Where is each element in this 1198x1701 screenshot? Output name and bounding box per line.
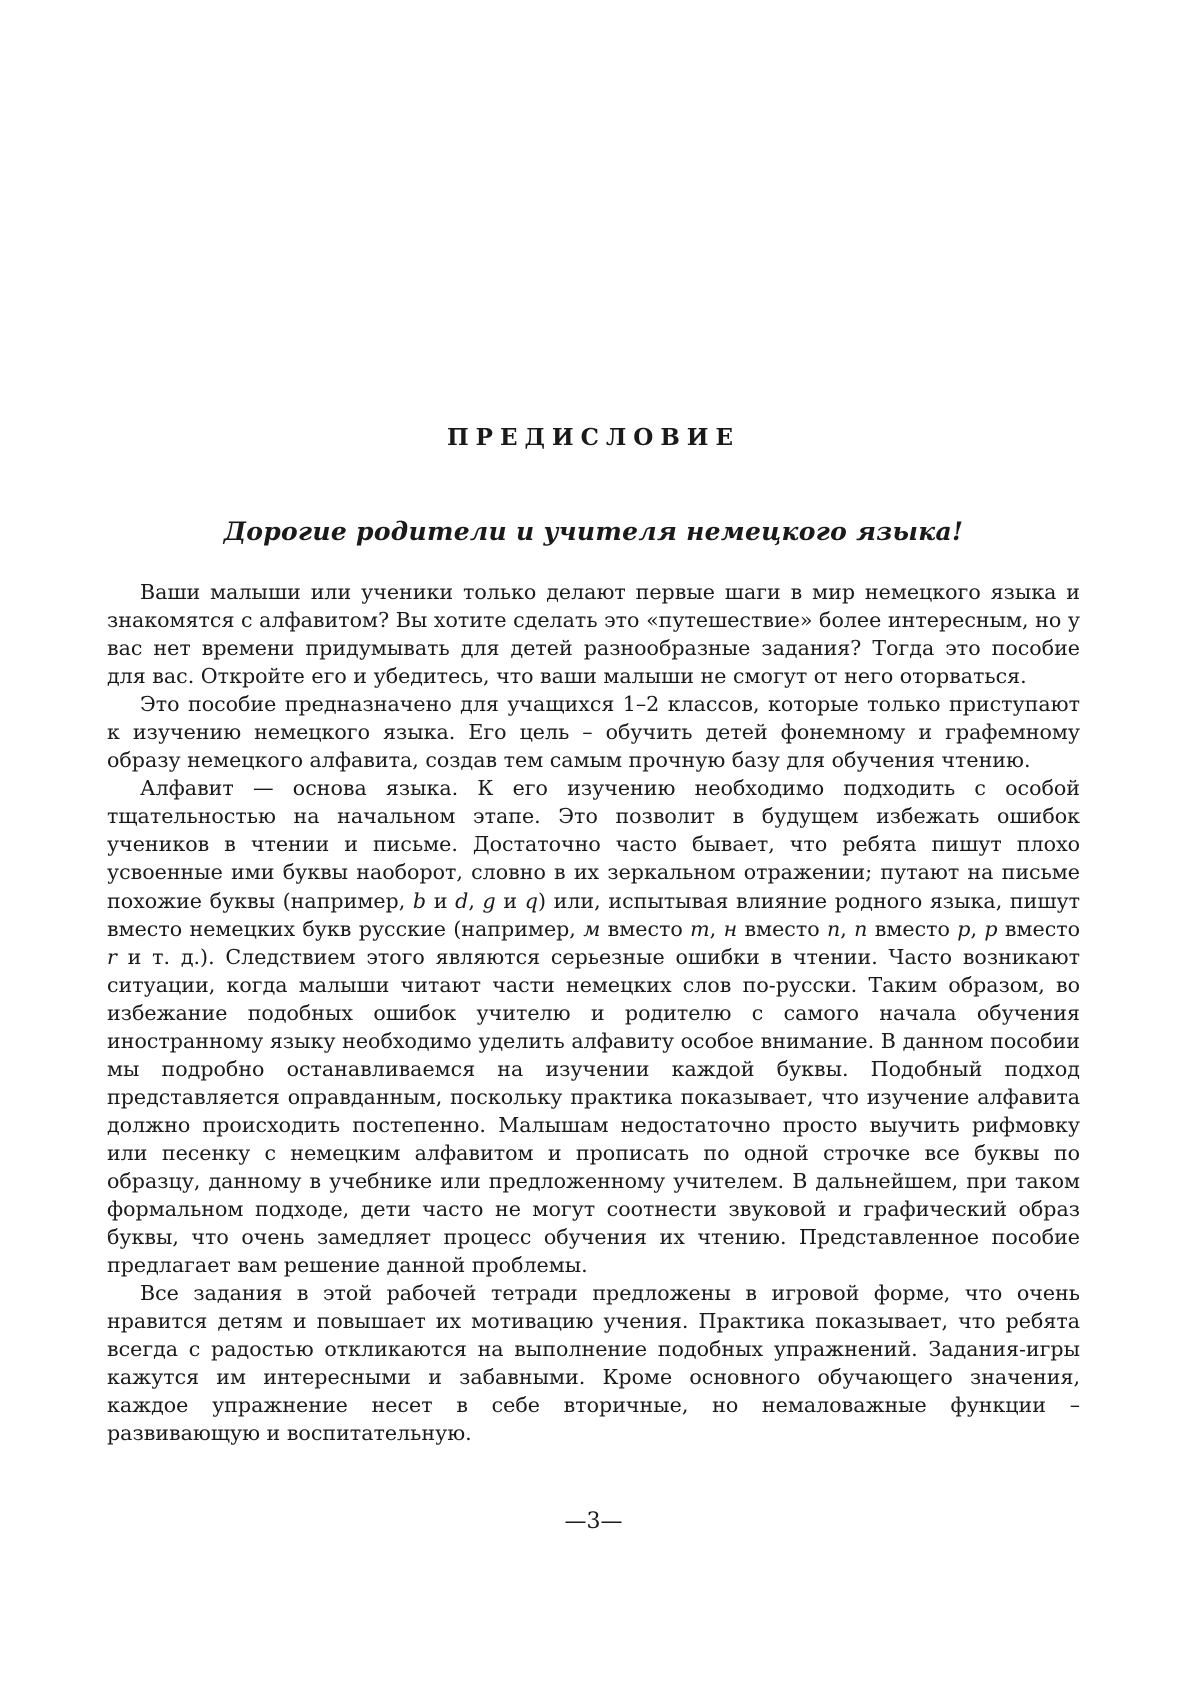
paragraph-3-text: вместо [997,916,1081,941]
paragraph-3-text: , [840,916,855,941]
page-subtitle: Дорогие родители и учителя немецкого языка! [223,517,964,546]
letter-p-de: p [957,916,971,941]
paragraph-4: Все задания в этой рабочей тетради предложены в игровой форме, что очень нравится детям и повышает их мотивацию учения. Практика показывает, что ребята всегда с радостью откликаются на выполнение подобных упражнений. Задания-игры кажутся им интересными и забавными. Кроме основного обучающего значения, каждое упражнение несет в себе вторичные, но немаловажные функции – развивающую и воспитательную. [107,1281,1080,1446]
paragraph-3-text: вместо [737,916,827,941]
body-text [107,578,1080,1447]
paragraph-3 [107,774,1080,1279]
paragraph-3-text: Алфавит — основа языка. К его изучению необходимо подходить с особой тщательностью на начальном этапе. Это позволит в будущем избежать ошибок учеников в чтении и письме. Достаточно часто бывает, что ребята пишут плохо усвоенные ими буквы наоборот, словно в их зеркальном отражении; путают на письме похожие буквы (например, [107,776,1080,913]
paragraph-3-text: вместо [867,916,958,941]
letter-p-ru: п [854,916,868,941]
paragraph-3-text: , [709,916,724,941]
letter-b: b [412,888,427,913]
paragraph-3-text: вместо [600,916,691,941]
paragraph-3-text: , [970,916,985,941]
letter-q: q [524,888,538,913]
letter-n-de: n [827,916,841,941]
letter-d: d [455,888,469,913]
paragraph-3-text: , [468,888,483,913]
letter-n-ru: н [723,916,738,941]
page-number: —3— [564,1509,623,1534]
letter-r-de: r [107,944,117,969]
paragraph-3-text: ) или, испытывая влияние родного языка, пишут вместо немецких букв русские (например, [107,888,1080,941]
paragraph-3-text: и [426,888,456,913]
letter-r-ru: р [984,916,998,941]
document-page [107,0,1080,1701]
paragraph-3-text: и [495,888,525,913]
letter-g: g [482,888,496,913]
paragraph-2: Это пособие предназначено для учащихся 1–2 классов, которые только приступают к изучению немецкого языка. Его цель – обучить детей фонемному и графемному образу немецкого алфавита, создав тем самым прочную базу для обучения чтению. [107,692,1080,773]
paragraph-3-text: и т. д.). Следствием этого являются серьезные ошибки в чтении. Часто возникают ситуации, когда малыши читают части немецких слов по-русски. Таким образом, во избежание подобных ошибок учителю и родителю с самого начала обучения иностранному языку необходимо уделить алфавиту особое внимание. В данном пособии мы подробно останавливаемся на изучении каждой буквы. Подобный подход представляется оправданным, поскольку практика показывает, что изучение алфавита должно происходить постепенно. Малышам недостаточно просто выучить рифмовку или песенку с немецким алфавитом и прописать по одной строчке все буквы по образцу, данному в учебнике или предложенному учителем. В дальнейшем, при таком формальном подходе, дети часто не могут соотнести звуковой и графический образ буквы, что очень замедляет процесс обучения их чтению. Представленное пособие предлагает вам решение данной проблемы. [107,944,1080,1278]
page-title: ПРЕДИСЛОВИЕ [446,424,741,451]
letter-m-ru: м [583,916,601,941]
paragraph-1: Ваши малыши или ученики только делают первые шаги в мир немецкого языка и знакомятся с алфавитом? Вы хотите сделать это «путешествие» более интересным, но у вас нет времени придумывать для детей разнообразные задания? Тогда это пособие для вас. Откройте его и убедитесь, что ваши малыши не смогут от него оторваться. [107,580,1080,689]
letter-m-de: m [690,916,710,941]
